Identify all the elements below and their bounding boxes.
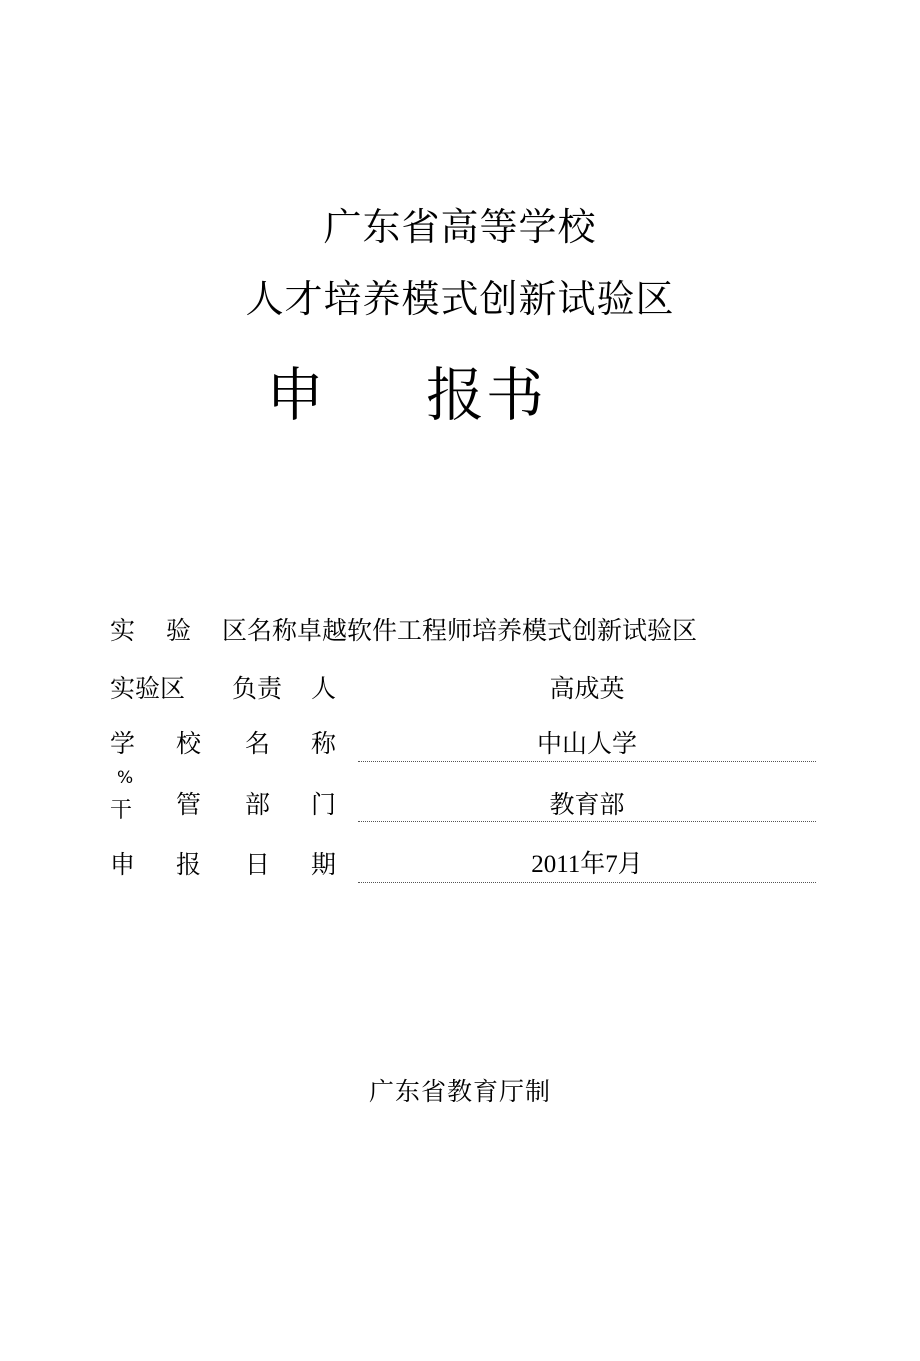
title-line-2: 人才培养模式创新试验区	[245, 277, 675, 321]
row2-label-part-2: 负责	[232, 674, 283, 703]
row4-label-char-1: 管	[176, 790, 202, 819]
row5-label-char-4: 期	[311, 850, 337, 879]
row5-underline	[358, 882, 816, 883]
row3-label-char-1: 学	[110, 729, 136, 758]
row1-label-char-1: 实	[110, 616, 136, 645]
row4-label-mark-1: %	[117, 768, 134, 788]
row3-label-char-2: 校	[176, 729, 202, 758]
title-line-3-part-1: 申	[266, 361, 325, 429]
row1-field-text: 区名称卓越软件工程师培养模式创新试验区	[222, 616, 698, 645]
row3-label-char-4: 称	[311, 729, 337, 758]
title-line-3-part-2: 报书	[426, 361, 547, 429]
row5-label-char-1: 申	[110, 850, 136, 879]
row3-label-char-3: 名	[245, 729, 271, 758]
row3-underline	[358, 761, 816, 762]
row2-label-part-1: 实验区	[110, 674, 186, 703]
row5-label-char-3: 日	[245, 850, 271, 879]
row4-underline	[358, 821, 816, 822]
row4-label-char-2: 部	[245, 790, 271, 819]
row2-label-part-3: 人	[311, 674, 337, 703]
row4-value: 教育部	[549, 790, 625, 819]
issuer-text: 广东省教育厅制	[368, 1077, 551, 1106]
row2-value: 高成英	[549, 674, 625, 703]
row4-label-mark-2: 干	[110, 798, 133, 823]
row5-label-char-2: 报	[176, 850, 202, 879]
title-line-1: 广东省高等学校	[323, 205, 597, 249]
row4-label-char-3: 门	[311, 790, 337, 819]
row1-label-char-2: 验	[166, 616, 192, 645]
row3-value: 中山人学	[536, 729, 637, 758]
row5-value: 2011年7月	[531, 851, 643, 878]
